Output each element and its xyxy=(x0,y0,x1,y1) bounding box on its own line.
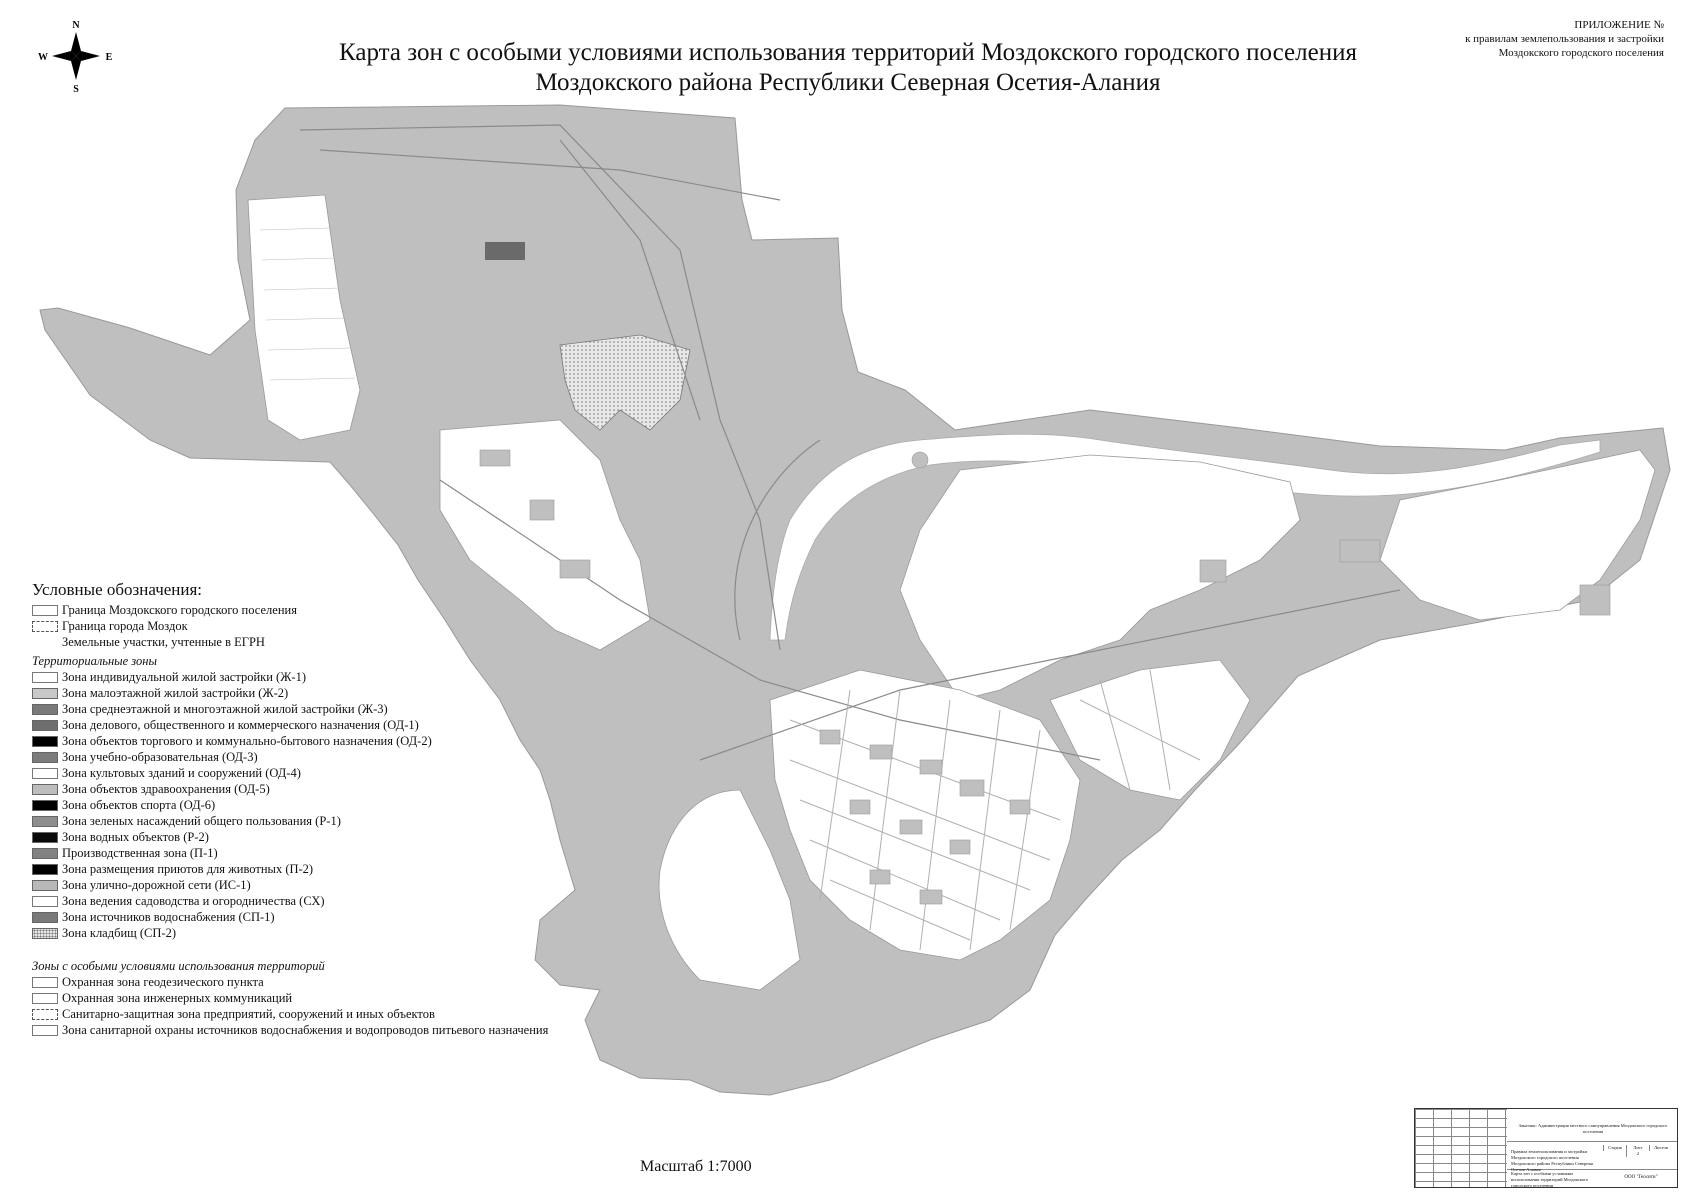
legend-zone-swatch xyxy=(32,832,58,843)
legend-zone-swatch xyxy=(32,880,58,891)
legend-zone-label: Зона объектов спорта (ОД-6) xyxy=(62,797,216,812)
legend-boundary-swatch xyxy=(32,621,58,632)
legend-zone-swatch xyxy=(32,800,58,811)
legend-special-zone-swatch xyxy=(32,977,58,988)
stamp-sheets-label: Листов xyxy=(1649,1145,1672,1151)
legend-boundary-swatch xyxy=(32,637,58,648)
legend-boundary-swatch xyxy=(32,605,58,616)
legend-boundaries xyxy=(32,602,672,650)
stamp-sheet-label: Лист xyxy=(1626,1145,1649,1151)
legend-special-zone-item xyxy=(32,1006,672,1022)
map-scale: Масштаб 1:7000 xyxy=(640,1158,752,1175)
legend-special-zone-item xyxy=(32,974,672,990)
legend-zone-item xyxy=(32,701,672,717)
legend-special-zone-swatch xyxy=(32,1025,58,1036)
legend-zone-label: Зона улично-дорожной сети (ИС-1) xyxy=(62,877,251,892)
legend-zone-item xyxy=(32,797,672,813)
legend-zone-label: Зона среднеэтажной и многоэтажной жилой застройки (Ж-3) xyxy=(62,701,388,716)
legend-special-heading: Зоны с особыми условиями использования территорий xyxy=(32,959,325,973)
legend-zone-item xyxy=(32,909,672,925)
legend-boundary-label: Граница города Моздок xyxy=(62,618,188,633)
legend-special-zone-label: Зона санитарной охраны источников водоснабжения и водопроводов питьевого назначения xyxy=(62,1022,549,1037)
legend-zone-item xyxy=(32,925,672,941)
legend-zone-item xyxy=(32,685,672,701)
legend-special xyxy=(32,974,672,1038)
map-title-line2: Моздокского района Республики Северная Осетия-Алания xyxy=(535,69,1161,96)
legend-zone-item xyxy=(32,893,672,909)
legend-boundary-item xyxy=(32,618,672,634)
appendix-line1: ПРИЛОЖЕНИЕ № xyxy=(1574,19,1664,31)
legend-heading: Условные обозначения: xyxy=(32,580,203,599)
legend-zone-label: Производственная зона (П-1) xyxy=(62,845,218,860)
compass-n: N xyxy=(72,20,80,31)
legend-zone-item xyxy=(32,765,672,781)
legend-zone-swatch xyxy=(32,864,58,875)
legend-zone-item xyxy=(32,813,672,829)
legend-zone-label: Зона объектов здравоохранения (ОД-5) xyxy=(62,781,270,796)
legend-zone-swatch xyxy=(32,720,58,731)
legend-boundary-item xyxy=(32,634,672,650)
legend-zone-item xyxy=(32,717,672,733)
legend-zone-item xyxy=(32,669,672,685)
legend-zone-swatch xyxy=(32,848,58,859)
legend-zone-label: Зона малоэтажной жилой застройки (Ж-2) xyxy=(62,685,289,700)
title-block xyxy=(1414,1108,1678,1188)
legend-zone-item xyxy=(32,845,672,861)
legend-zone-swatch xyxy=(32,784,58,795)
legend-special-zone-swatch xyxy=(32,1009,58,1020)
legend-zone-item xyxy=(32,733,672,749)
legend-special-zone-item xyxy=(32,990,672,1006)
legend-zone-swatch xyxy=(32,912,58,923)
stamp-project: Правила землепользования и застройки Моздокского городского поселения Моздокского района Республики Северная Осетия-Алания xyxy=(1511,1149,1593,1172)
legend-zone-swatch xyxy=(32,752,58,763)
legend-special-zone-label: Охранная зона геодезического пункта xyxy=(62,974,264,989)
appendix-note xyxy=(1465,18,1664,60)
stamp-stage-label: Стадия xyxy=(1603,1145,1626,1151)
legend-zone-swatch xyxy=(32,704,58,715)
stamp-sheet-value: 2 xyxy=(1626,1151,1649,1157)
legend-zone-swatch xyxy=(32,928,58,939)
appendix-line2: к правилам землепользования и застройки xyxy=(1465,33,1664,45)
map-title-line1: Карта зон с особыми условиями использования территорий Моздокского городского поселения xyxy=(339,39,1357,66)
stamp-organization: ООО "Геосити" xyxy=(1624,1175,1658,1180)
legend-zone-label: Зона индивидуальной жилой застройки (Ж-1) xyxy=(62,669,306,684)
legend-zone-label: Зона культовых зданий и сооружений (ОД-4) xyxy=(62,765,301,780)
legend-zone-label: Зона учебно-образовательная (ОД-3) xyxy=(62,749,258,764)
stamp-title: Заказчик: Администрация местного самоуправления Моздокского городского поселения xyxy=(1518,1123,1668,1134)
legend-zone-label: Зона размещения приютов для животных (П-2) xyxy=(62,861,314,876)
legend-territorial-heading: Территориальные зоны xyxy=(32,654,157,668)
compass-s: S xyxy=(73,84,79,94)
legend-special-zone-item xyxy=(32,1022,672,1038)
legend-zone-label: Зона зеленых насаждений общего пользования (Р-1) xyxy=(62,813,341,828)
legend-zone-label: Зона делового, общественного и коммерческого назначения (ОД-1) xyxy=(62,717,419,732)
legend-zone-swatch xyxy=(32,896,58,907)
legend-zone-label: Зона источников водоснабжения (СП-1) xyxy=(62,909,275,924)
legend-zone-item xyxy=(32,749,672,765)
legend-special-zone-swatch xyxy=(32,993,58,1004)
legend-special-zone-label: Санитарно-защитная зона предприятий, сооружений и иных объектов xyxy=(62,1006,435,1021)
compass-e: E xyxy=(105,52,113,63)
legend-zone-item xyxy=(32,861,672,877)
appendix-line3: Моздокского городского поселения xyxy=(1498,47,1664,59)
dark-zone-block xyxy=(485,242,525,260)
legend xyxy=(32,580,672,1038)
legend-zone-swatch xyxy=(32,816,58,827)
legend-zone-label: Зона кладбищ (СП-2) xyxy=(62,925,176,940)
legend-zone-item xyxy=(32,877,672,893)
legend-zone-label: Зона объектов торгового и коммунально-бытового назначения (ОД-2) xyxy=(62,733,432,748)
legend-zone-swatch xyxy=(32,688,58,699)
legend-special-zone-label: Охранная зона инженерных коммуникаций xyxy=(62,990,293,1005)
legend-zone-item xyxy=(32,781,672,797)
legend-territorial xyxy=(32,669,672,941)
legend-zone-swatch xyxy=(32,768,58,779)
stamp-map-name: Карта зон с особыми условиями использования территорий Моздокского городского поселения xyxy=(1511,1171,1589,1188)
legend-boundary-item xyxy=(32,602,672,618)
legend-boundary-label: Граница Моздокского городского поселения xyxy=(62,602,297,617)
title-block-grid xyxy=(1415,1109,1507,1187)
legend-zone-item xyxy=(32,829,672,845)
legend-zone-label: Зона ведения садоводства и огородничества (СХ) xyxy=(62,893,325,908)
stamp-cells xyxy=(1603,1145,1677,1167)
compass-w: W xyxy=(38,52,48,63)
legend-zone-swatch xyxy=(32,672,58,683)
legend-zone-swatch xyxy=(32,736,58,747)
legend-boundary-label: Земельные участки, учтенные в ЕГРН xyxy=(62,634,265,649)
legend-zone-label: Зона водных объектов (Р-2) xyxy=(62,829,209,844)
